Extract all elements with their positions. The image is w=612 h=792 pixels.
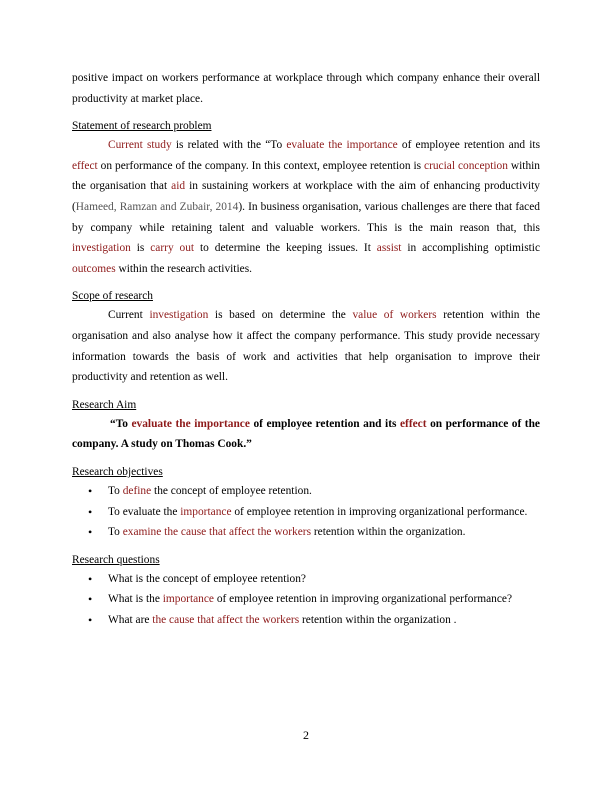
- highlight: effect: [72, 159, 98, 172]
- highlight: examine the cause that affect the workers: [122, 526, 311, 539]
- text-run: within the research activities.: [115, 262, 252, 275]
- text-run: What is the: [108, 593, 163, 606]
- aim-heading: Research Aim: [72, 398, 137, 411]
- highlight: investigation: [149, 309, 209, 322]
- highlight: importance: [162, 593, 214, 606]
- document-page: [72, 68, 540, 630]
- text-run: in accomplishing optimistic: [401, 242, 541, 255]
- aim-statement: [72, 414, 540, 455]
- problem-paragraph: [72, 135, 540, 279]
- text-run: retention within the organization.: [311, 526, 466, 539]
- problem-heading: Statement of research problem: [72, 120, 212, 133]
- highlight: carry out: [150, 242, 195, 255]
- text-run: To: [108, 526, 123, 539]
- highlight: assist: [376, 242, 402, 255]
- highlight: effect: [399, 417, 427, 430]
- text-run: is related with the “To: [171, 139, 287, 152]
- text-run: retention within the organisation and also analyse how it affect the company performance. This study provide necessary information towards the basis of work and activities that help organisation to improve their productivity and retention as well.: [72, 309, 540, 384]
- list-item: [72, 502, 540, 523]
- text-run: on performance of the company. A study on Thomas Cook.”: [72, 417, 540, 451]
- text-run: of employee retention and its: [397, 139, 541, 152]
- highlight: evaluate the importance: [131, 417, 250, 430]
- scope-paragraph: [72, 305, 540, 387]
- highlight: the cause that affect the workers: [152, 613, 300, 626]
- highlight: investigation: [72, 242, 131, 255]
- text-run: within the organisation that: [72, 159, 540, 193]
- text-run: is based on determine the: [208, 309, 353, 322]
- text-run: in sustaining workers at workplace with the aim of enhancing productivity (: [72, 180, 540, 213]
- scope-heading: Scope of research: [72, 290, 153, 303]
- text-run: retention within the organization .: [299, 613, 457, 626]
- questions-heading: Research questions: [72, 553, 160, 566]
- objectives-list: [72, 481, 540, 543]
- highlight: evaluate the importance: [286, 139, 398, 152]
- highlight: define: [122, 484, 152, 497]
- list-item: [72, 522, 540, 543]
- text-run: is: [130, 242, 151, 255]
- text-run: on performance of the company. In this context, employee retention is: [97, 159, 425, 172]
- text-run: ). In business organisation, various challenges are there that faced by company while retaining talent and valuable workers. This is the main reason that, this: [72, 200, 540, 234]
- citation: Hameed, Ramzan and Zubair, 2014: [75, 200, 239, 213]
- objectives-heading: Research objectives: [72, 465, 163, 478]
- highlight: aid: [171, 180, 186, 193]
- list-item: [72, 481, 540, 502]
- text-run: What is the concept of employee retention?: [108, 572, 306, 585]
- highlight: Current study: [108, 139, 172, 152]
- text-run: “To: [110, 417, 132, 430]
- highlight: importance: [180, 505, 232, 518]
- questions-list: [72, 569, 540, 631]
- text-run: To: [108, 484, 123, 497]
- text-run: of employee retention and its: [249, 417, 400, 430]
- text-run: of employee retention in improving organizational performance?: [213, 593, 513, 606]
- list-item: [72, 569, 540, 590]
- list-item: [72, 610, 540, 631]
- text-run: To evaluate the: [108, 505, 181, 518]
- text-run: Current: [108, 309, 150, 322]
- intro-paragraph: positive impact on workers performance at workplace through which company enhance their overall productivity at market place.: [72, 72, 540, 105]
- highlight: outcomes: [72, 262, 116, 275]
- text-run: to determine the keeping issues. It: [194, 242, 377, 255]
- list-item: [72, 589, 540, 610]
- highlight: value of workers: [352, 309, 437, 322]
- highlight: crucial conception: [424, 159, 508, 172]
- text-run: of employee retention in improving organizational performance.: [231, 505, 528, 518]
- text-run: the concept of employee retention.: [151, 484, 312, 497]
- text-run: What are: [108, 613, 153, 626]
- page-number: 2: [303, 728, 309, 742]
